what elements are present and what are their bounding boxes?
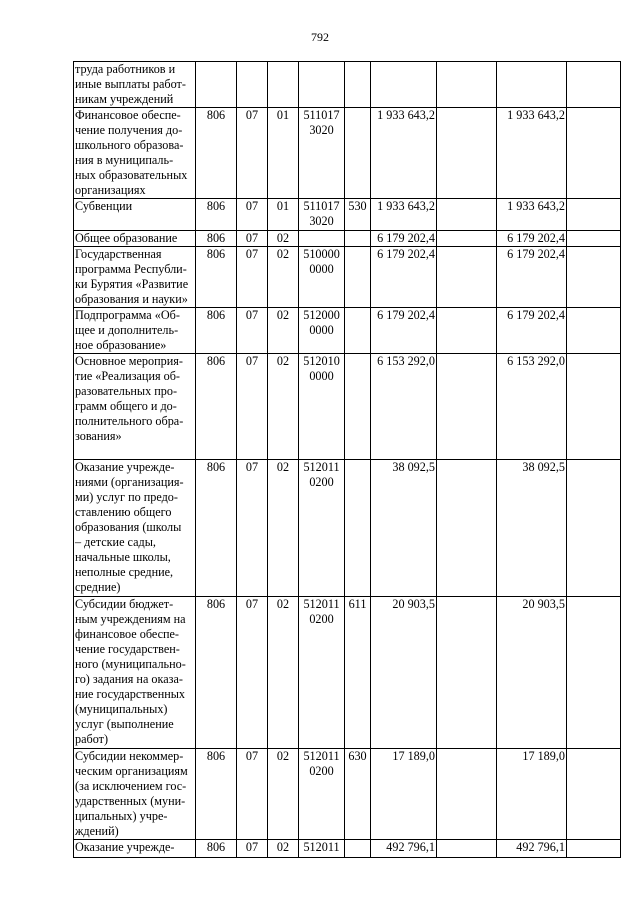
amount-total-cell: [497, 62, 567, 108]
ved-code-cell: [196, 62, 237, 108]
target-article-cell: 512011 0200: [299, 460, 345, 597]
subsection-code-cell: 02: [268, 460, 299, 597]
amount-total-cell: 6 179 202,4: [497, 231, 567, 247]
expense-type-cell: [345, 840, 371, 858]
amount-total-cell: 1 933 643,2: [497, 199, 567, 231]
target-article-cell: 512011 0200: [299, 749, 345, 840]
table-row: [74, 62, 621, 108]
page-number: 792: [311, 30, 329, 44]
amount-empty-cell: [437, 247, 497, 308]
row-name-cell: Финансовое обеспе- чение получения до- школьного образова- ния в муниципаль- ных образовательных организациях: [74, 108, 196, 199]
budget-table: [73, 61, 621, 858]
expense-type-cell: 530: [345, 199, 371, 231]
expense-type-cell: [345, 231, 371, 247]
amount-total-cell: 6 179 202,4: [497, 247, 567, 308]
section-code-cell: 07: [237, 597, 268, 749]
row-name-cell: Оказание учрежде- ниями (организация- ми) услуг по предо- ставлению общего образования (школы – детские сады, начальные школы, неполные средние, средние): [74, 460, 196, 597]
table-row: [74, 840, 621, 858]
section-code-cell: 07: [237, 247, 268, 308]
row-name-cell: Общее образование: [74, 231, 196, 247]
expense-type-cell: [345, 247, 371, 308]
expense-type-cell: 611: [345, 597, 371, 749]
subsection-code-cell: 01: [268, 108, 299, 199]
amount-cell: 38 092,5: [371, 460, 437, 597]
amount-cell: [371, 62, 437, 108]
section-code-cell: 07: [237, 840, 268, 858]
row-name-cell: Основное мероприя- тие «Реализация об- разовательных про- грамм общего и до- полнительного обра- зования»: [74, 354, 196, 460]
ved-code-cell: 806: [196, 749, 237, 840]
amount-empty-cell: [437, 108, 497, 199]
section-code-cell: [237, 62, 268, 108]
section-code-cell: 07: [237, 199, 268, 231]
target-article-cell: 512011: [299, 840, 345, 858]
target-article-cell: 512000 0000: [299, 308, 345, 354]
expense-type-cell: 630: [345, 749, 371, 840]
row-name-cell: Государственная программа Республи- ки Бурятия «Развитие образования и науки»: [74, 247, 196, 308]
amount-cell: 492 796,1: [371, 840, 437, 858]
target-article-cell: 511017 3020: [299, 199, 345, 231]
subsection-code-cell: 02: [268, 231, 299, 247]
table-row: [74, 460, 621, 597]
extra-empty-cell: [567, 354, 621, 460]
extra-empty-cell: [567, 597, 621, 749]
table-body: [74, 62, 621, 858]
amount-empty-cell: [437, 749, 497, 840]
amount-empty-cell: [437, 199, 497, 231]
ved-code-cell: 806: [196, 597, 237, 749]
amount-empty-cell: [437, 460, 497, 597]
ved-code-cell: 806: [196, 247, 237, 308]
extra-empty-cell: [567, 308, 621, 354]
amount-empty-cell: [437, 354, 497, 460]
amount-total-cell: 6 179 202,4: [497, 308, 567, 354]
ved-code-cell: 806: [196, 840, 237, 858]
section-code-cell: 07: [237, 108, 268, 199]
amount-cell: 17 189,0: [371, 749, 437, 840]
row-name-cell: Оказание учрежде-: [74, 840, 196, 858]
amount-cell: 6 179 202,4: [371, 308, 437, 354]
ved-code-cell: 806: [196, 354, 237, 460]
extra-empty-cell: [567, 231, 621, 247]
subsection-code-cell: 01: [268, 199, 299, 231]
row-name-cell: труда работников и иные выплаты работ- никам учреждений: [74, 62, 196, 108]
table-row: [74, 231, 621, 247]
amount-cell: 6 153 292,0: [371, 354, 437, 460]
ved-code-cell: 806: [196, 308, 237, 354]
row-name-cell: Субвенции: [74, 199, 196, 231]
subsection-code-cell: 02: [268, 749, 299, 840]
ved-code-cell: 806: [196, 108, 237, 199]
expense-type-cell: [345, 460, 371, 597]
extra-empty-cell: [567, 247, 621, 308]
amount-empty-cell: [437, 231, 497, 247]
ved-code-cell: 806: [196, 231, 237, 247]
target-article-cell: 512011 0200: [299, 597, 345, 749]
target-article-cell: 511017 3020: [299, 108, 345, 199]
amount-total-cell: 6 153 292,0: [497, 354, 567, 460]
subsection-code-cell: 02: [268, 354, 299, 460]
subsection-code-cell: 02: [268, 308, 299, 354]
expense-type-cell: [345, 62, 371, 108]
subsection-code-cell: [268, 62, 299, 108]
amount-total-cell: 1 933 643,2: [497, 108, 567, 199]
amount-cell: 6 179 202,4: [371, 247, 437, 308]
subsection-code-cell: 02: [268, 597, 299, 749]
target-article-cell: [299, 62, 345, 108]
row-name-cell: Субсидии некоммер- ческим организациям (за исключением гос- ударственных (муни- ципальных) учре- ждений): [74, 749, 196, 840]
amount-cell: 1 933 643,2: [371, 108, 437, 199]
expense-type-cell: [345, 308, 371, 354]
expense-type-cell: [345, 354, 371, 460]
table-row: [74, 354, 621, 460]
extra-empty-cell: [567, 62, 621, 108]
amount-empty-cell: [437, 62, 497, 108]
amount-empty-cell: [437, 308, 497, 354]
target-article-cell: [299, 231, 345, 247]
amount-total-cell: 17 189,0: [497, 749, 567, 840]
amount-cell: 20 903,5: [371, 597, 437, 749]
expense-type-cell: [345, 108, 371, 199]
row-name-cell: Подпрограмма «Об- щее и дополнитель- ное образование»: [74, 308, 196, 354]
table-row: [74, 199, 621, 231]
subsection-code-cell: 02: [268, 840, 299, 858]
extra-empty-cell: [567, 840, 621, 858]
section-code-cell: 07: [237, 354, 268, 460]
subsection-code-cell: 02: [268, 247, 299, 308]
section-code-cell: 07: [237, 231, 268, 247]
amount-cell: 6 179 202,4: [371, 231, 437, 247]
extra-empty-cell: [567, 199, 621, 231]
extra-empty-cell: [567, 460, 621, 597]
table-row: [74, 247, 621, 308]
target-article-cell: 510000 0000: [299, 247, 345, 308]
table-row: [74, 308, 621, 354]
amount-total-cell: 20 903,5: [497, 597, 567, 749]
table-row: [74, 108, 621, 199]
table-row: [74, 597, 621, 749]
row-name-cell: Субсидии бюджет- ным учреждениям на финансовое обеспе- чение государствен- ного (муниципально- го) задания на оказа- ние государственных (муниципальных) услуг (выполнение работ): [74, 597, 196, 749]
ved-code-cell: 806: [196, 460, 237, 597]
amount-empty-cell: [437, 597, 497, 749]
section-code-cell: 07: [237, 749, 268, 840]
table-row: [74, 749, 621, 840]
amount-cell: 1 933 643,2: [371, 199, 437, 231]
target-article-cell: 512010 0000: [299, 354, 345, 460]
amount-total-cell: 38 092,5: [497, 460, 567, 597]
section-code-cell: 07: [237, 460, 268, 597]
ved-code-cell: 806: [196, 199, 237, 231]
extra-empty-cell: [567, 108, 621, 199]
extra-empty-cell: [567, 749, 621, 840]
section-code-cell: 07: [237, 308, 268, 354]
amount-total-cell: 492 796,1: [497, 840, 567, 858]
amount-empty-cell: [437, 840, 497, 858]
